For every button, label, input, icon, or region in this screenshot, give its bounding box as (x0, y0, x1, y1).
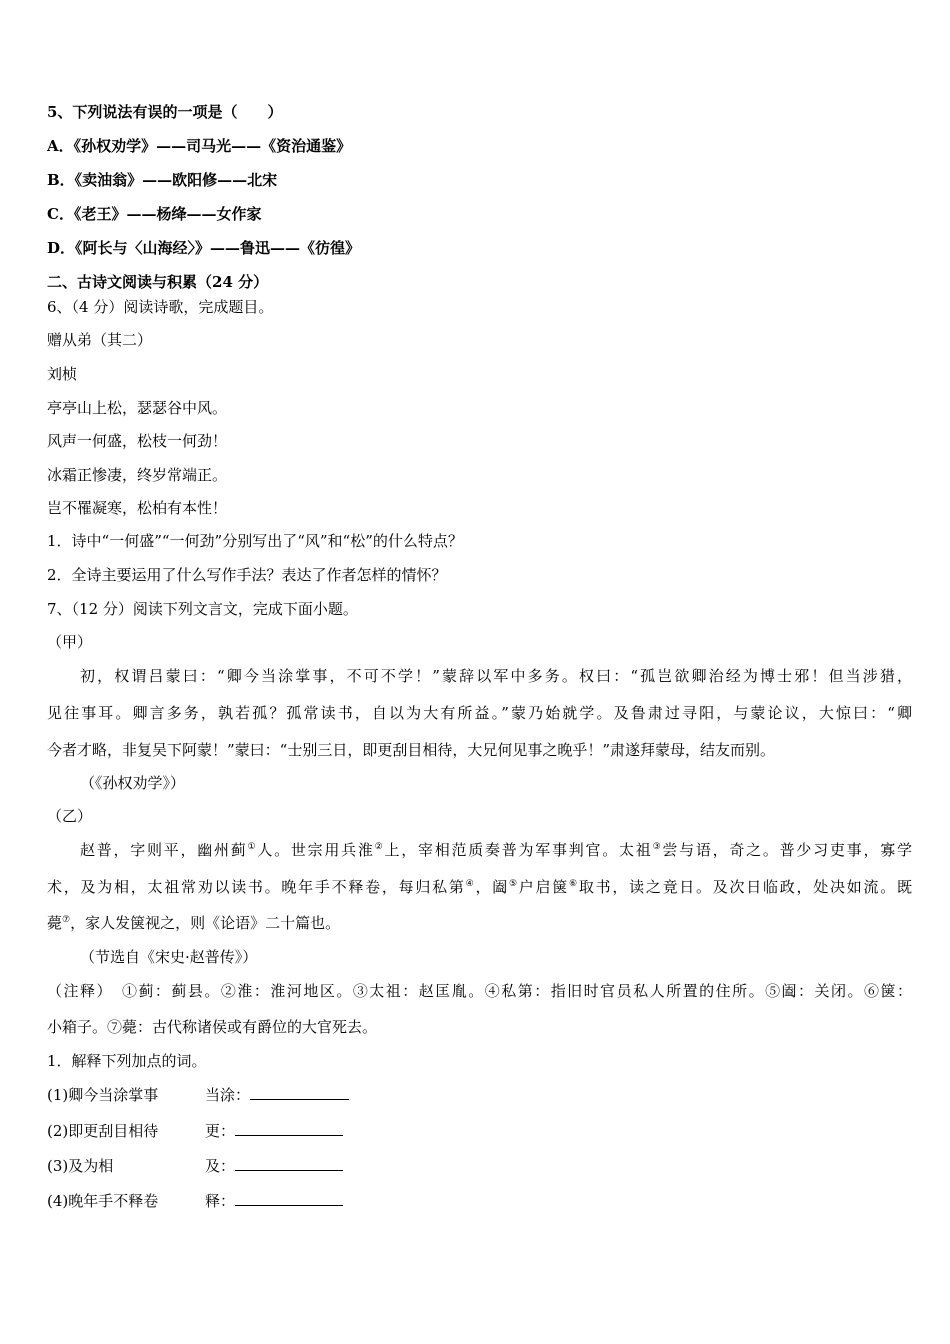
note-mark: ③ (652, 842, 663, 852)
poem-line: 风声一何盛，松枝一何劲！ (47, 432, 228, 450)
passage-yi-line: 术，及为相，太祖常劝以读书。晚年手不释卷，每归私第④，阖⑤户启箧⑥取书，读之竟日。及次日临政，处决如流。既 (47, 878, 912, 896)
notes-line: 小箱子。⑦薨：古代称诸侯或有爵位的大官死去。 (47, 1018, 378, 1036)
passage-yi-line: 赵普，字则平，幽州蓟①人。世宗用兵淮②上，宰相范质奏普为军事判官。太祖③尝与语，奇之。普少习吏事，寡学 (80, 841, 912, 859)
answer-blank[interactable] (235, 1156, 343, 1171)
passage-jia-line: 初，权谓吕蒙曰：“卿今当涂掌事，不可不学！”蒙辞以军中多务。权曰：“孤岂欲卿治经为博士邪！但当涉猎， (80, 667, 912, 685)
q5-option-c: C．《老王》——杨绛——女作家 (47, 205, 262, 223)
answer-blank[interactable] (235, 1121, 343, 1136)
passage-yi-source: （节选自《宋史·赵普传》） (80, 948, 258, 966)
answer-item: (1)卿今当涂掌事 当涂： (47, 1085, 912, 1105)
notes-line: （注释） ①蓟：蓟县。②淮：淮河地区。③太祖：赵匡胤。④私第：指旧时官员私人所置的住所。⑤阖：关闭。⑥箧： (47, 982, 912, 1000)
q7-subquestion: 1．解释下列加点的词。 (47, 1052, 207, 1070)
q5-option-b: B．《卖油翁》——欧阳修——北宋 (47, 171, 278, 189)
note-mark: ⑦ (62, 915, 71, 925)
passage-jia-line: 今者才略，非复吴下阿蒙！”蒙曰：“士别三日，即更刮目相待，大兄何见事之晚乎！”肃遂拜蒙母，结友而别。 (47, 741, 776, 759)
q5-option-d: D．《阿长与〈山海经〉》——鲁迅——《彷徨》 (47, 239, 361, 257)
passage-jia-label: （甲） (47, 633, 93, 651)
section-heading: 二、古诗文阅读与积累（24 分） (47, 273, 269, 291)
answer-blank[interactable] (250, 1085, 349, 1100)
q7-stem: 7、（12 分）阅读下列文言文，完成下面小题。 (47, 600, 358, 618)
q6-question-1: 1．诗中“一何盛”“一何劲”分别写出了“风”和“松”的什么特点？ (47, 532, 463, 550)
note-mark: ② (374, 842, 385, 852)
note-mark: ① (247, 842, 258, 852)
poem-line: 亭亭山上松，瑟瑟谷中风。 (47, 399, 228, 417)
q5-stem: 5、下列说法有误的一项是（ ） (47, 103, 283, 121)
note-mark: ⑥ (569, 879, 579, 889)
poem-title: 赠从弟（其二） (47, 331, 153, 349)
answer-item: (3)及为相 及： (47, 1156, 912, 1176)
poem-author: 刘桢 (47, 365, 78, 383)
poem-line: 冰霜正惨凄，终岁常端正。 (47, 466, 228, 484)
q5-option-a: A．《孙权劝学》——司马光——《资治通鉴》 (47, 137, 352, 155)
answer-item: (4)晚年手不释卷 释： (47, 1191, 912, 1211)
note-mark: ④ (465, 879, 476, 889)
poem-line: 岂不罹凝寒，松柏有本性！ (47, 499, 228, 517)
answer-item: (2)即更刮目相待 更： (47, 1121, 912, 1141)
q6-question-2: 2．全诗主要运用了什么写作手法？表达了作者怎样的情怀？ (47, 566, 447, 584)
passage-jia-line: 见往事耳。卿言多务，孰若孤？孤常读书，自以为大有所益。”蒙乃始就学。及鲁肃过寻阳，与蒙论议，大惊曰：“卿 (47, 704, 912, 722)
q6-stem: 6、（4 分）阅读诗歌，完成题目。 (47, 298, 274, 316)
answer-blank[interactable] (235, 1191, 343, 1206)
note-mark: ⑤ (508, 879, 519, 889)
passage-jia-source: （《孙权劝学》） (80, 774, 186, 792)
passage-yi-line: 薨⑦，家人发箧视之，则《论语》二十篇也。 (47, 914, 341, 932)
passage-yi-label: （乙） (47, 807, 93, 825)
